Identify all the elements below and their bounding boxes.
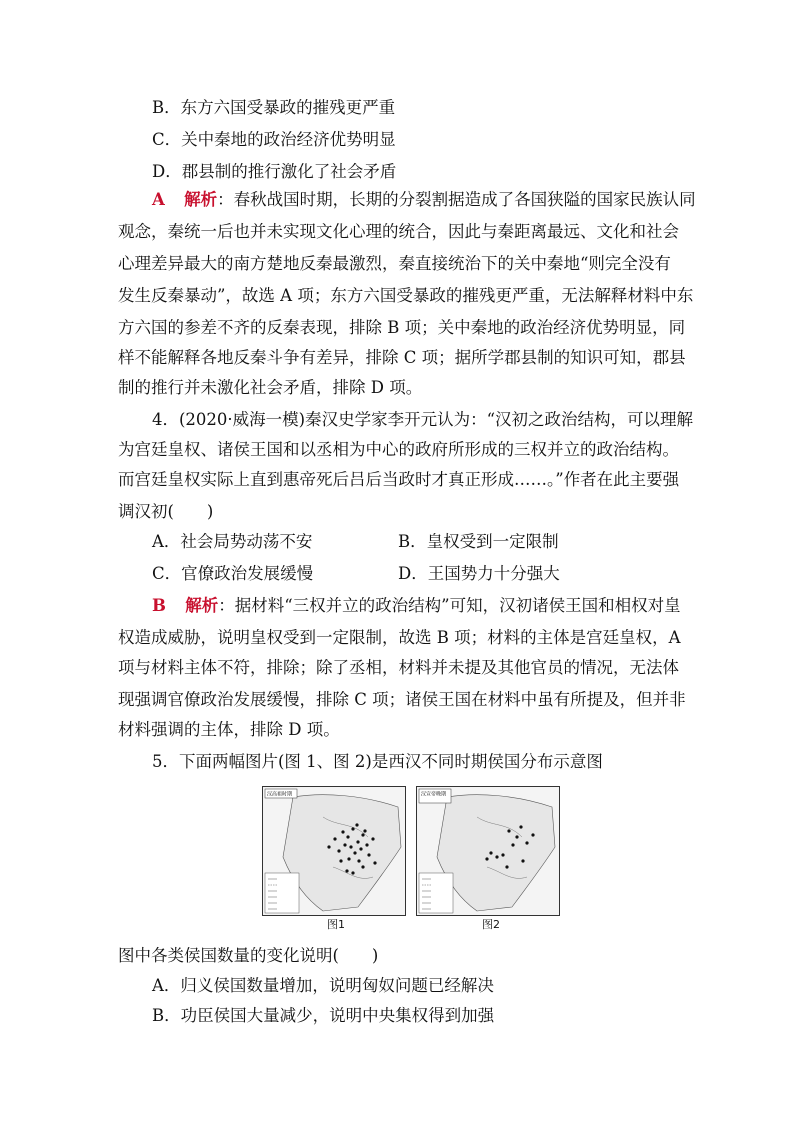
q3-analysis-line-2: 观念，秦统一后也并未实现文化心理的统合，因此与秦距离最远、文化和社会: [118, 222, 679, 241]
figure-1-map: [262, 786, 406, 916]
q3-option-b: B．东方六国受暴政的摧残更严重: [152, 98, 396, 117]
figure-1-map-graphic: [263, 787, 405, 915]
q4-option-c: C．官僚政治发展缓慢: [152, 564, 314, 583]
q5-stem: 5．下面两幅图片(图 1、图 2)是西汉不同时期侯国分布示意图: [152, 752, 603, 771]
q5-option-a: A．归义侯国数量增加，说明匈奴问题已经解决: [152, 976, 494, 995]
q4-analysis-line-3: 项与材料主体不符，排除；除了丞相，材料并未提及其他官员的情况，无法体: [118, 658, 679, 677]
q4-answer: B: [152, 596, 166, 615]
figure-2-map: [416, 786, 560, 916]
q3-analysis-text-1: ：春秋战国时期，长期的分裂割据造成了各国狭隘的国家民族认同: [217, 190, 696, 209]
q3-option-d: D．郡县制的推行激化了社会矛盾: [152, 162, 397, 181]
q3-analysis-line-6: 样不能解释各地反秦斗争有差异，排除 C 项；据所学郡县制的知识可知，郡县: [118, 348, 686, 367]
q5-option-b: B．功臣侯国大量减少，说明中央集权得到加强: [152, 1006, 495, 1025]
q4-stem-line-2: 为宫廷皇权、诸侯王国和以丞相为中心的政府所形成的三权并立的政治结构。: [118, 440, 679, 459]
q4-analysis-line-1: [152, 590, 682, 622]
q3-analysis-line-4: 发生反秦暴动”，故选 A 项；东方六国受暴政的摧残更严重，无法解释材料中东: [118, 286, 694, 305]
q4-analysis-line-5: 材料强调的主体，排除 D 项。: [118, 720, 340, 739]
figure-2-title: 汉宣帝晚期: [421, 791, 447, 798]
q3-analysis-line-3: 心理差异最大的南方楚地反秦最激烈，秦直接统治下的关中秦地“则完全没有: [118, 254, 671, 273]
q4-option-b: B．皇权受到一定限制: [398, 532, 559, 551]
q4-stem-line-4: 调汉初( ): [118, 502, 214, 521]
q4-analysis-line-4: 现强调官僚政治发展缓慢，排除 C 项；诸侯王国在材料中虽有所提及，但并非: [118, 690, 686, 709]
q3-analysis-line-7: 制的推行并未激化社会矛盾，排除 D 项。: [118, 378, 423, 397]
q4-options-row-2: [152, 558, 682, 590]
q4-option-a: A．社会局势动荡不安: [152, 532, 313, 551]
q3-analysis-label: 解析: [184, 190, 218, 209]
q4-analysis-label: 解析: [185, 596, 219, 615]
figure-2-caption: 图2: [482, 918, 500, 931]
q4-analysis-line-2: 权造成威胁，说明皇权受到一定限制，故选 B 项；材料的主体是宫廷皇权，A: [118, 628, 681, 647]
q3-analysis-line-1: [152, 184, 696, 216]
q3-option-c: C．关中秦地的政治经济优势明显: [152, 130, 396, 149]
q4-stem-line-1: 4．(2020·威海一模)秦汉史学家李开元认为：“汉初之政治结构，可以理解: [152, 410, 694, 429]
q3-analysis-line-5: 方六国的参差不齐的反秦表现，排除 B 项；关中秦地的政治经济优势明显，同: [118, 318, 686, 337]
q4-options-row-1: [152, 526, 682, 558]
figure-1-caption: 图1: [327, 918, 345, 931]
q5-prompt: 图中各类侯国数量的变化说明( ): [118, 946, 379, 965]
q4-analysis-text-1: ：据材料“三权并立的政治结构”可知，汉初诸侯王国和相权对皇: [218, 596, 681, 615]
figure-1-title: 汉高祖时期: [267, 791, 293, 798]
q4-stem-line-3: 而宫廷皇权实际上直到惠帝死后吕后当政时才真正形成……。”作者在此主要强: [118, 470, 680, 489]
q3-answer: A: [152, 190, 165, 209]
figure-2-map-graphic: [417, 787, 559, 915]
q4-option-d: D．王国势力十分强大: [398, 564, 560, 583]
